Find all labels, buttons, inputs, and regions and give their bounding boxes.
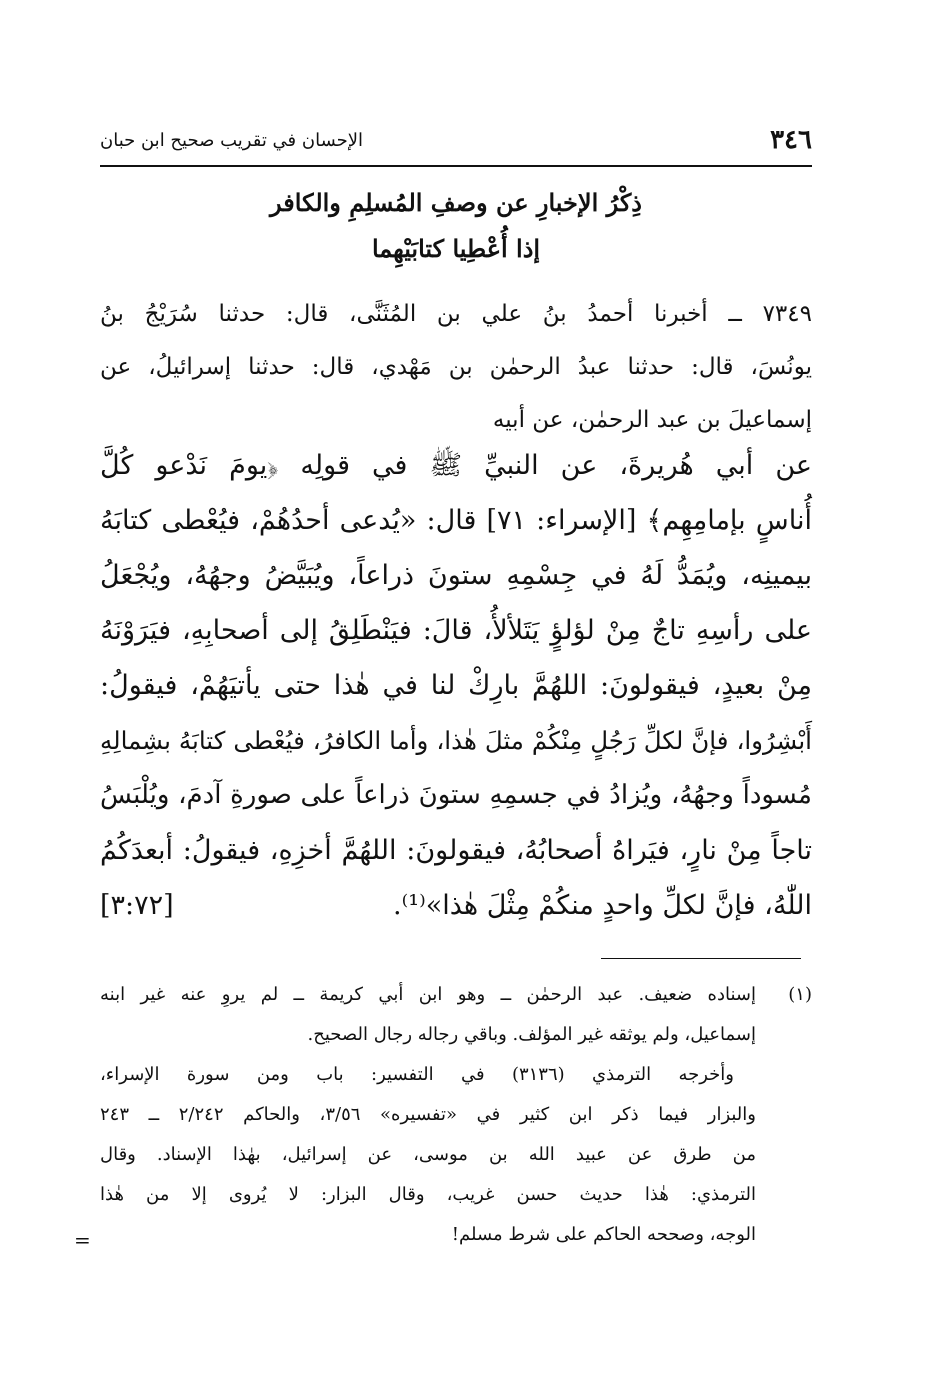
hadith-line: أُناسٍ بإمامِهِم﴾ [الإسراء: ٧١] قال: «يُدعى أحدُهُمْ، فيُعْطى كتابَهُ	[100, 505, 812, 536]
running-title: الإحسان في تقريب صحيح ابن حبان	[100, 129, 364, 151]
chapter-heading-line-1: ذِكْرُ الإخبارِ عن وصفِ المُسلِمِ والكافر	[270, 188, 642, 217]
footnote-line: وأخرجه الترمذي (٣١٣٦) في التفسير: باب ومن سورة الإسراء،	[100, 1064, 734, 1085]
chapter-heading-line-2: إذا أُعْطِيا كتابَيْهِما	[371, 234, 541, 263]
footnote-line: إسماعيل، ولم يوثقه غير المؤلف. وباقي رجاله رجال الصحيح.	[307, 1024, 756, 1045]
hadith-line: عن أبي هُريرةَ، عن النبيِّ ﷺ في قولِه ﴿يومَ نَدْعو كُلَّ	[100, 450, 812, 481]
header-rule	[100, 165, 812, 167]
hadith-line: مُسوداً وجهُهُ، ويُزادُ في جسمِهِ ستونَ ذراعاً على صورةِ آدمَ، ويُلْبَسُ	[100, 780, 812, 810]
footnotes	[100, 975, 812, 1255]
hadith-last-line	[100, 878, 812, 933]
hadith-line: مِنْ بعيدٍ، فيقولونَ: اللهُمَّ بارِكْ لنا في هٰذا حتى يأتيَهُمْ، فيقولُ:	[100, 670, 812, 701]
chapter-heading	[100, 180, 812, 272]
hadith-line: أَبْشِرُوا، فإنَّ لكلِّ رَجُلٍ مِنْكُمْ مثلَ هٰذا، وأما الكافرُ، فيُعْطى كتابَهُ بشِمالِهِ	[100, 726, 812, 755]
continuation-mark: =	[74, 1228, 91, 1252]
page-number: ٣٤٦	[770, 125, 812, 155]
page-header	[100, 118, 812, 162]
hadith-line: تاجاً مِنْ نارٍ، فيَراهُ أصحابُهُ، فيقولونَ: اللهُمَّ أخزِهِ، فيقولُ: أبعدَكُمُ	[100, 835, 812, 866]
footnote-line: الترمذي: هٰذا حديث حسن غريب، وقال البزار: لا يُروى إلا من هٰذا	[100, 1184, 756, 1205]
hadith-line: بيمينِه، ويُمَدُّ لَهُ في جِسْمِهِ ستونَ ذراعاً، ويُبَيَّضُ وجهُهُ، ويُجْعَلُ	[100, 560, 812, 591]
hadith-reference: [٣:٧٢]	[100, 890, 174, 921]
footnote-line: من طرق عن عبيد الله بن موسى، عن إسرائيل، بهٰذا الإسناد. وقال	[100, 1144, 756, 1165]
footnote-line: إسناده ضعيف. عبد الرحمٰن ــ وهو ابن أبي كريمة ــ لم يروِ عنه غير ابنه	[100, 984, 756, 1005]
footnote-line: والبزار فيما ذكر ابن كثير في «تفسيره» ٣/٥٦، والحاكم ٢/٢٤٢ ــ ٢٤٣	[100, 1104, 756, 1125]
hadith-text	[100, 438, 812, 933]
footnote-number: (١)	[788, 984, 812, 1005]
footnote-body	[100, 975, 756, 1255]
hadith-line: على رأسِهِ تاجٌ مِنْ لؤلؤٍ يَتَلألأُ، قالَ: فيَنْطَلِقُ إلى أصحابِهِ، فيَرَوْنَهُ	[100, 615, 812, 646]
hadith-isnad	[100, 288, 812, 447]
isnad-line: إسماعيلَ بن عبد الرحمٰن، عن أبيه	[492, 407, 812, 433]
footnote-1	[100, 975, 812, 1255]
isnad-line: ٧٣٤٩ ــ أخبرنا أحمدُ بنُ علي بن المُثَنَّى، قال: حدثنا سُرَيْجُ بنُ	[100, 301, 812, 327]
hadith-line: اللّٰهُ، فإنَّ لكلِّ واحدٍ منكُمْ مِثْلَ هٰذا»⁽¹⁾.	[393, 890, 812, 921]
footnote-rule	[601, 958, 801, 959]
isnad-line: يونُسَ، قال: حدثنا عبدُ الرحمٰن بن مَهْدي، قال: حدثنا إسرائيلُ، عن	[100, 354, 812, 380]
footnote-line: الوجه، وصححه الحاكم على شرط مسلم!	[451, 1224, 756, 1245]
